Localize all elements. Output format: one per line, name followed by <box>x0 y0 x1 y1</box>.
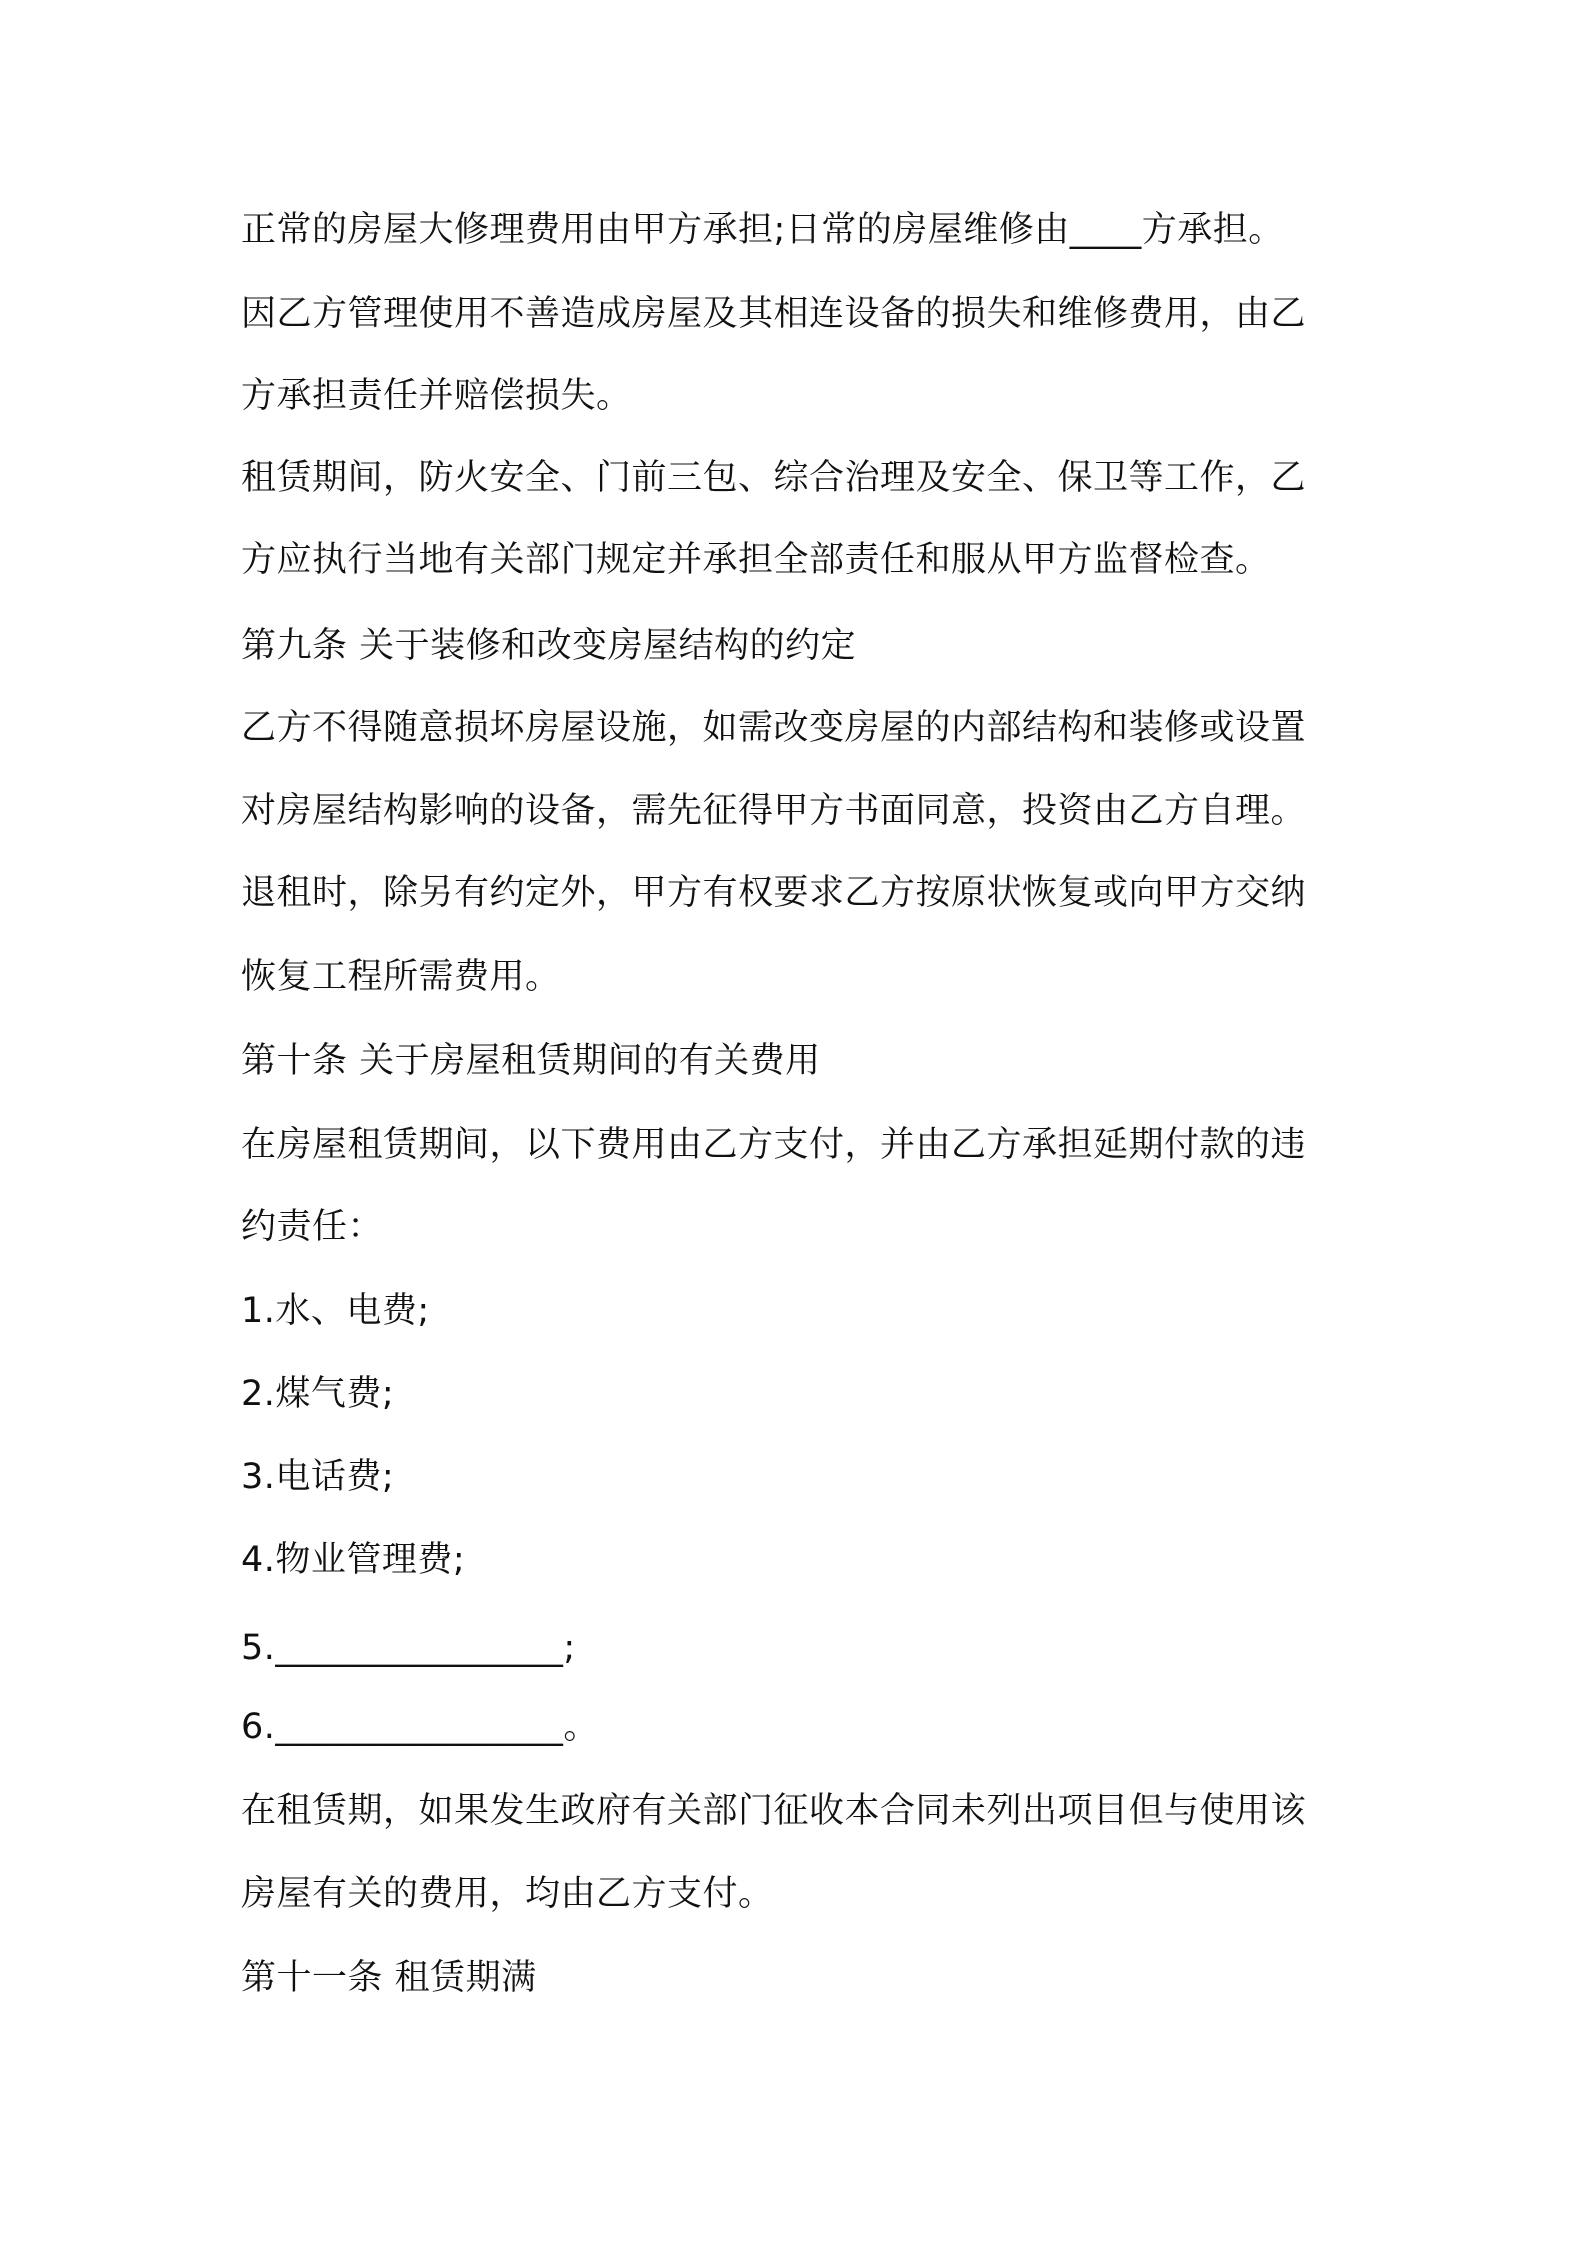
text-line-1: 正常的房屋大修理费用由甲方承担;日常的房屋维修由____方承担。 <box>241 210 1284 250</box>
text-line-20: 在租赁期，如果发生政府有关部门征收本合同未列出项目但与使用该 <box>241 1791 1307 1831</box>
article-11-heading: 第十一条 租赁期满 <box>241 1958 537 1998</box>
list-item-2: 2.煤气费; <box>241 1374 395 1414</box>
text-line-13: 约责任： <box>241 1207 384 1247</box>
text-line-5: 方应执行当地有关部门规定并承担全部责任和服从甲方监督检查。 <box>241 540 1271 580</box>
article-10-heading: 第十条 关于房屋租赁期间的有关费用 <box>241 1041 821 1081</box>
text-line-12: 在房屋租赁期间，以下费用由乙方支付，并由乙方承担延期付款的违 <box>241 1125 1307 1165</box>
text-line-7: 乙方不得随意损坏房屋设施，如需改变房屋的内部结构和装修或设置 <box>241 708 1307 748</box>
list-item-5: 5.________________; <box>241 1628 576 1668</box>
article-9-heading: 第九条 关于装修和改变房屋结构的约定 <box>241 626 857 666</box>
text-line-9: 退租时，除另有约定外，甲方有权要求乙方按原状恢复或向甲方交纳 <box>241 873 1307 913</box>
text-line-21: 房屋有关的费用，均由乙方支付。 <box>241 1874 774 1914</box>
text-line-3: 方承担责任并赔偿损失。 <box>241 376 632 416</box>
text-line-4: 租赁期间，防火安全、门前三包、综合治理及安全、保卫等工作，乙 <box>241 458 1307 498</box>
text-line-2: 因乙方管理使用不善造成房屋及其相连设备的损失和维修费用，由乙 <box>241 294 1307 334</box>
text-line-10: 恢复工程所需费用。 <box>241 957 561 997</box>
list-item-6: 6.________________。 <box>241 1707 599 1747</box>
list-item-1: 1.水、电费; <box>241 1291 430 1331</box>
list-item-3: 3.电话费; <box>241 1457 395 1497</box>
list-item-4: 4.物业管理费; <box>241 1540 466 1580</box>
text-line-8: 对房屋结构影响的设备，需先征得甲方书面同意，投资由乙方自理。 <box>241 791 1307 831</box>
